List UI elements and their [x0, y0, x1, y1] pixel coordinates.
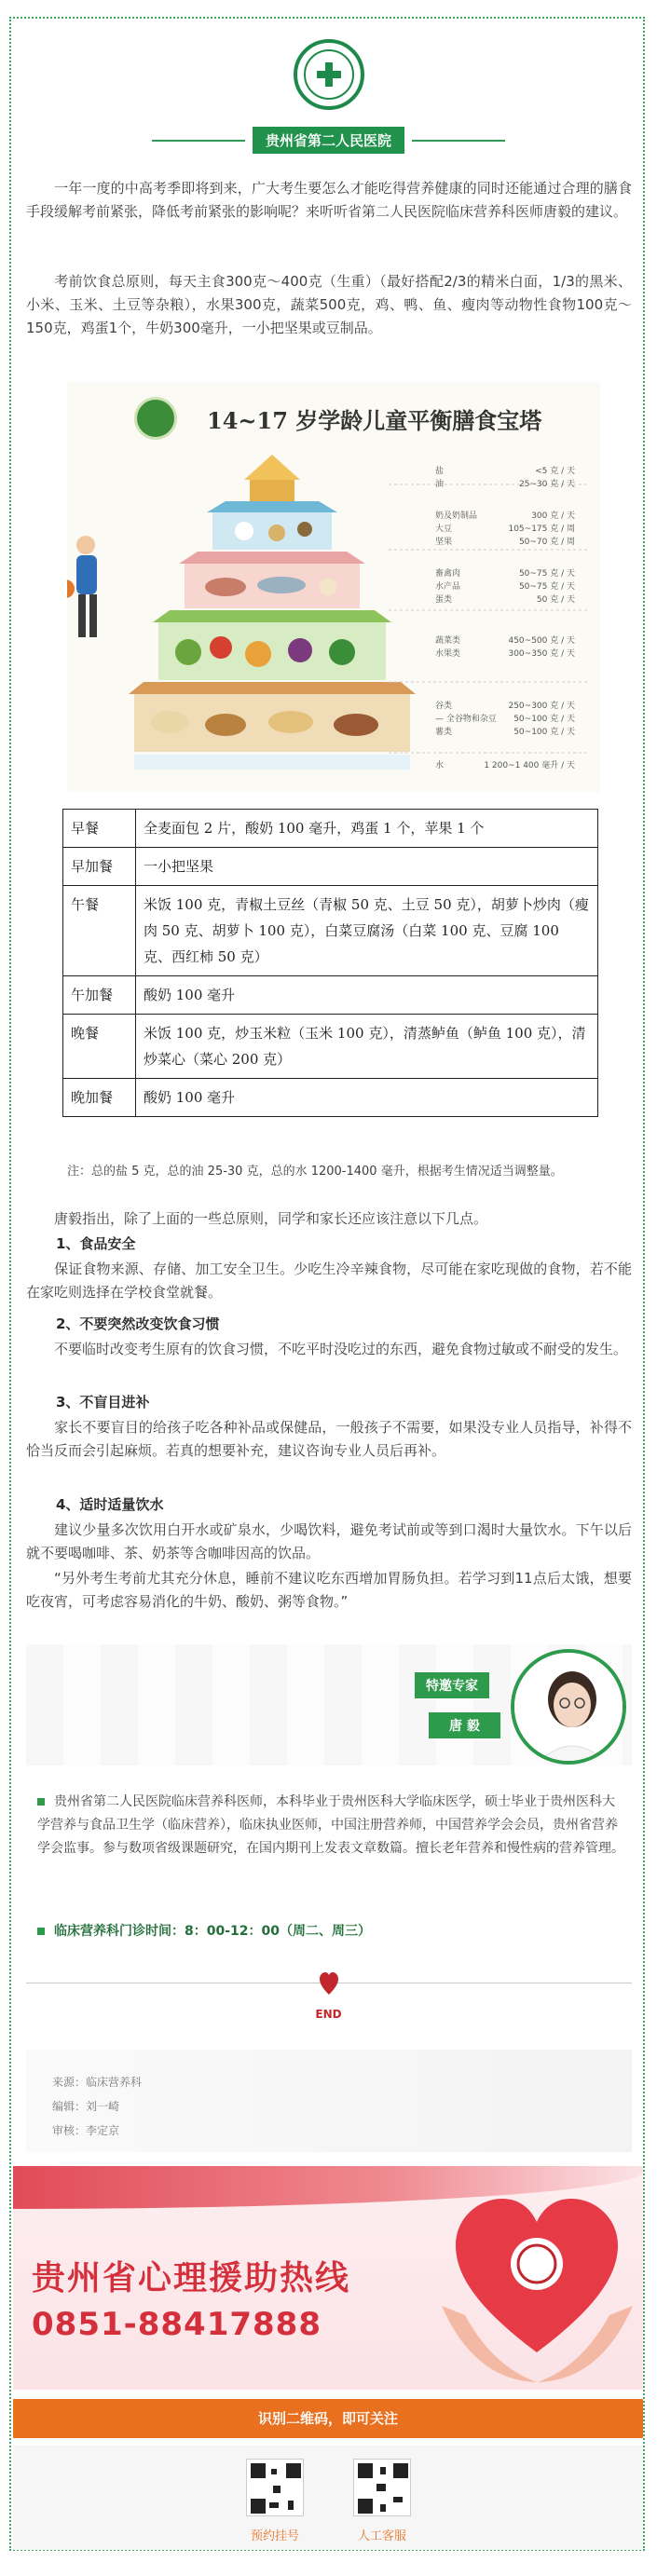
section-text-1: 保证食物来源、存储、加工安全卫生。少吃生冷辛辣食物，尽可能在家吃现做的食物，若不能在家吃则选择在学校食堂就餐。	[26, 1261, 632, 1301]
table-note: 注：总的盐 5 克，总的油 25-30 克，总的水 1200-1400 毫升，根据考生情况适当调整量。	[67, 1165, 563, 1179]
table-row	[63, 886, 598, 976]
closing-quote: “另外考生考前尤其充分休息，睡前不建议吃东西增加胃肠负担。若学习到11点后太饿，想要吃夜宵，可考虑容易消化的牛奶、酸奶、粥等食物。”	[26, 1570, 632, 1610]
table-row	[63, 848, 598, 886]
qr-code-service-icon[interactable]	[353, 2459, 411, 2516]
pyramid-label-meat: 畜禽肉 50~75 克 / 天 水产品 50~75 克 / 天 蛋类 50 克 / 天	[435, 569, 575, 605]
meal-name: 晚加餐	[63, 1079, 136, 1117]
pyramid-label-dairy: 奶及奶制品 300 克 / 天 大豆 105~175 克 / 周 坚果 50~70 克 / 周	[435, 511, 575, 547]
follow-cta-bar: 识别二维码，即可关注	[13, 2399, 643, 2438]
intro-paragraph-2: 考前饮食总原则，每天主食300克～400克（生重）（最好搭配2/3的精米白面，1/3的黑米、小米、玉米、土豆等杂粮），水果300克，蔬菜500克，鸡、鸭、鱼、瘦肉等动物性食物100克～150克，鸡蛋1个，牛奶300毫升，一小把坚果或豆制品。	[26, 273, 632, 336]
section-title-3: 3、不盲目进补	[56, 1394, 150, 1411]
hotline-phone: 0851-88417888	[32, 2306, 322, 2343]
section-title-2: 2、不要突然改变饮食习惯	[56, 1315, 220, 1332]
clinic-hours: 临床营养科门诊时间：8：00-12：00（周二、周三）	[37, 1921, 371, 1940]
expert-name: 唐 毅	[429, 1712, 500, 1738]
poster-title: 14~17 岁学龄儿童平衡膳食宝塔	[207, 407, 542, 434]
section-title-1: 1、食品安全	[56, 1235, 136, 1252]
meal-name: 午加餐	[63, 976, 136, 1015]
meal-name: 早加餐	[63, 848, 136, 886]
basketball-player-illustration	[67, 536, 97, 637]
end-heart-icon	[319, 1971, 339, 1996]
section-text-4: 建议少量多次饮用白开水或矿泉水，少喝饮料，避免考试前或等到口渴时大量饮水。下午以后就不要喝咖啡、茶、奶茶等含咖啡因高的饮品。	[26, 1521, 632, 1561]
meal-name: 午餐	[63, 886, 136, 976]
table-row	[63, 976, 598, 1015]
qr-label-appointment: 预约挂号	[250, 2529, 299, 2543]
pyramid-label-salt-oil: 盐 <5 克 / 天 油 25~30 克 / 天	[435, 467, 575, 489]
hospital-title-bar	[0, 127, 657, 154]
section-title-4: 4、适时适量饮水	[56, 1496, 164, 1513]
pyramid-label-water: 水 1 200~1 400 毫升 / 天	[435, 761, 575, 770]
hospital-name: 贵州省第二人民医院	[253, 127, 404, 154]
expert-avatar	[511, 1649, 626, 1765]
pyramid-tier-water	[134, 755, 410, 770]
hotline-title: 贵州省心理援助热线	[32, 2259, 351, 2297]
table-row	[63, 1015, 598, 1079]
qr-label-service: 人工客服	[357, 2529, 406, 2543]
credit-editor: 编辑：刘一崎	[52, 2100, 120, 2113]
meal-name: 晚餐	[63, 1015, 136, 1079]
food-pyramid-poster	[67, 382, 600, 792]
hotline-banner[interactable]	[13, 2166, 643, 2390]
qr-code-area	[13, 2446, 643, 2550]
pyramid-tier-salt-oil	[244, 455, 300, 480]
meal-food: 酸奶 100 毫升	[136, 976, 598, 1015]
section-text-2: 不要临时改变考生原有的饮食习惯，不吃平时没吃过的东西，避免食物过敏或不耐受的发生。	[54, 1341, 628, 1357]
table-row	[63, 1079, 598, 1117]
table-row	[63, 810, 598, 848]
meal-food: 一小把坚果	[136, 848, 598, 886]
pyramid-label-vegetables: 蔬菜类 450~500 克 / 天 水果类 300~350 克 / 天	[435, 636, 575, 659]
pyramid-label-grains: 谷类 250~300 克 / 天 — 全谷物和杂豆 50~100 克 / 天 薯类 50~100 克 / 天	[435, 702, 575, 737]
qr-code-appointment-icon[interactable]	[246, 2459, 304, 2516]
heart-hands-icon	[437, 2185, 637, 2385]
end-label: END	[315, 2008, 342, 2021]
hospital-logo-icon	[294, 39, 364, 110]
meal-food: 米饭 100 克，青椒土豆丝（青椒 50 克、土豆 50 克），胡萝卜炒肉（瘦肉 50 克、胡萝卜 100 克），白菜豆腐汤（白菜 100 克、豆腐 100 克、西红柿 50 克）	[136, 886, 598, 976]
meal-food: 酸奶 100 毫升	[136, 1079, 598, 1117]
intro-paragraph-1: 一年一度的中高考季即将到来，广大考生要怎么才能吃得营养健康的同时还能通过合理的膳食手段缓解考前紧张，降低考前紧张的影响呢？来听听省第二人民医院临床营养科医师唐毅的建议。	[26, 180, 632, 220]
hospital-logo-wrap	[0, 39, 657, 110]
credit-reviewer: 审核：李定京	[52, 2124, 120, 2137]
advice-lead: 唐毅指出，除了上面的一些总原则，同学和家长还应该注意以下几点。	[54, 1210, 488, 1227]
meal-food: 全麦面包 2 片，酸奶 100 毫升，鸡蛋 1 个，苹果 1 个	[136, 810, 598, 848]
meal-name: 早餐	[63, 810, 136, 848]
credits	[52, 2070, 142, 2143]
credit-source: 来源：临床营养科	[52, 2076, 143, 2089]
expert-tag: 特邀专家	[415, 1672, 489, 1698]
meal-plan-table	[62, 809, 598, 1117]
expert-bio: 贵州省第二人民医院临床营养科医师，本科毕业于贵州医科大学临床医学，硕士毕业于贵州医科大学营养与食品卫生学（临床营养），临床执业医师，中国注册营养师，中国营养学会会员，贵州省营养学会监事。参与数项省级课题研究，在国内期刊上发表文章数篇。擅长老年营养和慢性病的营养管理。	[37, 1794, 624, 1856]
meal-food: 米饭 100 克，炒玉米粒（玉米 100 克），清蒸鲈鱼（鲈鱼 100 克），清炒菜心（菜心 200 克）	[136, 1015, 598, 1079]
section-text-3: 家长不要盲目的给孩子吃各种补品或保健品，一般孩子不需要，如果没专业人员指导，补得不恰当反而会引起麻烦。若真的想要补充，建议咨询专业人员后再补。	[26, 1419, 632, 1459]
